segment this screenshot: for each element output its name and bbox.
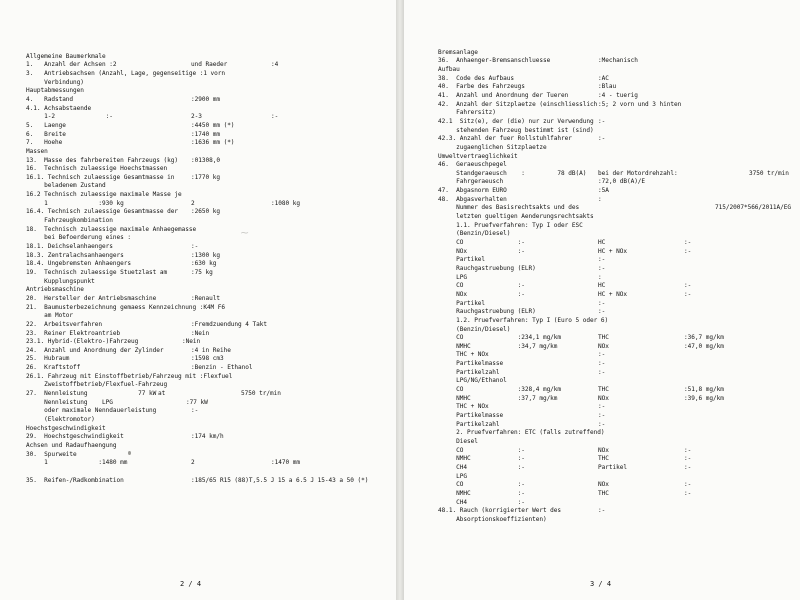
text-line: 4. Radstand — [26, 96, 74, 103]
text-line: :1636 mm (*) — [191, 139, 235, 147]
text-line: 42.1 Sitz(e), der (die) nur zur Verwendung — [438, 117, 594, 125]
text-line: CH4 :- — [438, 463, 525, 471]
text-line: : — [598, 195, 602, 203]
text-line: :51,8 mg/km — [684, 386, 724, 394]
text-line: Rauchgastruebung (ELR) — [438, 264, 536, 272]
text-line: :Nein — [182, 338, 201, 346]
text-line: CO :- — [438, 239, 525, 246]
text-line: Partikel — [438, 299, 486, 307]
text-line: NOx — [598, 481, 609, 489]
text-line: :36,7 mg/km — [684, 334, 724, 342]
text-line: :1470 mm — [271, 459, 300, 467]
text-line: :Benzin - Ethanol — [191, 364, 253, 372]
text-line: THC — [598, 334, 609, 342]
text-line: Standgeraeusch : 78 dB(A) — [438, 169, 587, 177]
text-line: Fahrgeraeusch — [438, 178, 504, 186]
text-line: THC — [598, 489, 609, 497]
text-line: 16.1. Technisch zulaessige Gesamtmasse in — [26, 173, 175, 181]
text-line: :- — [598, 420, 606, 428]
text-line: Partikelzahl — [438, 420, 500, 428]
text-line: 16.2 Technisch zulaessige maximale Masse je — [26, 191, 182, 199]
text-line: bei der Motordrehzahl — [598, 169, 674, 177]
text-line: Partikel — [598, 463, 627, 471]
text-line: :- — [598, 351, 606, 359]
text-line: HC — [598, 282, 606, 290]
text-line: :1300 kg — [191, 251, 220, 259]
text-line: :- — [598, 412, 606, 419]
text-line: :5A — [598, 187, 609, 195]
text-line: 24. Anzahl und Anordnung der Zylinder — [26, 346, 164, 354]
text-line: CO :328,4 mg/km — [438, 386, 562, 394]
text-line: :- — [684, 239, 692, 246]
text-line: 18. Technisch zulaessige maximale Anhaegemasse — [26, 225, 197, 233]
text-line: :1080 kg — [271, 199, 300, 207]
text-line: 46. Geraeuschpegel — [438, 161, 507, 169]
text-line: Fahrersitz) — [438, 109, 496, 117]
text-line: Umweltvertraeglichkeit — [438, 152, 518, 160]
text-line: Fahrzeugkombination — [26, 217, 113, 225]
text-line: 7. Hoehe — [26, 139, 63, 147]
text-line: LPG — [438, 472, 467, 480]
text-line: NMHC :34,7 mg/km — [438, 342, 558, 350]
text-line: :2900 mm — [191, 96, 220, 103]
page-left — [0, 0, 396, 600]
text-line: 3750 tr/min — [749, 169, 789, 177]
text-line: Absorptionskoeffizienten) — [438, 515, 547, 523]
text-line: 47. Abgasnorm EURO — [438, 187, 507, 195]
text-line: Nennleistung LPG — [26, 398, 113, 406]
text-line: :- — [598, 299, 606, 307]
text-line: 1 :1480 mm — [26, 459, 128, 467]
text-line: :- — [271, 113, 279, 121]
text-line: 23.1. Hybrid-(Elektro-)Fahrzeug — [26, 338, 139, 346]
text-line: :- — [684, 282, 692, 290]
text-line: LPG/NG/Ethanol — [438, 377, 507, 385]
text-line: :Blau — [598, 83, 617, 91]
text-line: THC — [598, 386, 609, 394]
text-line: :- — [684, 290, 692, 298]
text-line: 38. Code des Aufbaus — [438, 74, 514, 82]
text-line: Allgemeine Baumerkmale — [26, 52, 106, 60]
text-line: :01308,0 — [191, 156, 220, 164]
text-line: :- — [598, 264, 606, 272]
text-line: at — [158, 390, 166, 398]
text-line: CO :- — [438, 282, 525, 290]
text-line: :- — [598, 256, 606, 264]
text-line: :1770 kg — [191, 173, 220, 181]
text-line: Diesel — [438, 437, 478, 445]
text-line: :185/65 R15 (88)T,5.5 J 15 a 6.5 J 15-43 a 50 (*) — [191, 476, 369, 484]
text-line: 19. Technisch zulaessige Stuetzlast am — [26, 268, 168, 276]
text-line: :5; 2 vorn und 3 hinten — [598, 100, 682, 108]
text-line: 1.1. Pruefverfahren: Typ I oder ESC — [438, 221, 583, 229]
text-line: 13. Masse des fahrbereiten Fahrzeugs (kg) — [26, 156, 178, 164]
text-line: zugaenglichen Sitzplaetze — [438, 143, 547, 151]
text-line: :- — [684, 463, 692, 471]
text-line: und Raeder — [191, 61, 228, 69]
text-line: 5. Laenge — [26, 121, 66, 129]
text-line: :4 - tuerig — [598, 92, 638, 99]
text-line: THC — [598, 455, 609, 463]
text-line: :- — [598, 368, 606, 376]
text-line: (Benzin/Diesel) — [438, 325, 511, 333]
text-line: (Benzin/Diesel) — [438, 230, 511, 238]
text-line: NOx — [598, 342, 609, 350]
text-line: : — [674, 169, 678, 177]
text-line: :- — [684, 481, 692, 489]
text-line: :75 kg — [191, 268, 213, 276]
text-line: 23. Reiner Elektroantrieb — [26, 329, 121, 337]
text-line: NOx — [598, 394, 609, 402]
text-line: Nummer des Basisrechtsakts und des — [438, 204, 580, 212]
text-line: 22. Arbeitsverfahren — [26, 320, 102, 328]
text-line: HC + NOx — [598, 290, 627, 298]
page-number-right: 3 / 4 — [590, 580, 612, 588]
text-line: 26.1. Fahrzeug mit Einstoffbetrieb/Fahrzeug mit :Flexfuel — [26, 372, 233, 380]
text-line: Kupplungspunkt — [26, 277, 95, 285]
text-line: Rauchgastruebung (ELR) — [438, 308, 536, 316]
page-right — [404, 0, 800, 600]
text-line: 16. Technisch zulaessige Hoechstmassen — [26, 165, 168, 173]
text-line: Partikelmasse — [438, 360, 504, 368]
page-gutter — [396, 0, 404, 600]
text-line: 1-2 :- — [26, 113, 113, 121]
text-line: NOx :- — [438, 247, 525, 255]
text-line: CH4 :- — [438, 498, 525, 506]
text-line: CO :234,1 mg/km — [438, 334, 562, 342]
text-line: 40. Farbe des Fahrzeugs — [438, 83, 525, 91]
text-line: :- — [684, 247, 692, 255]
text-line: 41. Anzahl und Anordnung der Tueren — [438, 92, 569, 99]
text-line: 35. Reifen-/Radkombination — [26, 476, 124, 484]
text-line: am Motor — [26, 312, 74, 320]
text-line: Massen — [26, 147, 48, 155]
text-line: oder maximale Nenndauerleistung — [26, 407, 157, 415]
text-line: Partikelzahl — [438, 368, 500, 376]
text-line: Verbindung) — [26, 78, 84, 86]
text-line: :- — [598, 360, 606, 368]
text-line: 18.1. Deichselanhaengers — [26, 243, 113, 250]
text-line: 27. Nennleistung 77 kW — [26, 390, 157, 398]
text-line: 16.4. Technisch zulaessige Gesamtmasse der — [26, 208, 178, 216]
text-line: 36. Anhaenger-Bremsanschluesse — [438, 57, 551, 65]
text-line: 20. Hersteller der Antriebsmaschine — [26, 294, 157, 302]
text-line: :4 in Reihe — [191, 346, 231, 354]
text-line: 18.3. Zentralachsanhaengers — [26, 251, 124, 259]
text-line: 2. Pruefverfahren: ETC (falls zutreffend) — [438, 429, 605, 437]
text-line: 21. Baumusterbezeichnung gemaess Kennzeichnung :K4M F6 — [26, 303, 226, 311]
text-line: Bremsanlage — [438, 48, 478, 56]
text-line: HC — [598, 239, 606, 246]
text-line: NMHC :- — [438, 455, 525, 463]
text-line: 18.4. Ungebremsten Anhaengers — [26, 260, 131, 268]
text-line: 1 :930 kg — [26, 199, 124, 207]
text-line: 2 — [191, 199, 195, 207]
text-line: Antriebsmaschine — [26, 286, 84, 294]
text-line: :- — [598, 135, 606, 143]
text-line: :47,0 mg/km — [684, 342, 724, 350]
text-line: Zweistoffbetrieb/Flexfuel-Fahrzeug — [26, 381, 168, 389]
text-line: :Mechanisch — [598, 57, 638, 65]
text-line: 48. Abgasverhalten — [438, 195, 507, 203]
text-line: 5750 tr/min — [241, 390, 281, 398]
page-number-left: 2 / 4 — [180, 580, 202, 588]
text-line: :4 — [271, 61, 279, 69]
text-line: 26. Kraftstoff — [26, 364, 81, 372]
text-line: :AC — [598, 74, 609, 82]
text-line: 3. Antriebsachsen (Anzahl, Lage, gegenseitige :1 vorn — [26, 70, 226, 77]
text-line: 715/2007*566/2011A/EG — [715, 204, 791, 212]
text-line: :1598 cm3 — [191, 355, 224, 363]
text-line: :630 kg — [191, 260, 217, 268]
text-line: 29. Hoechstgeschwindigkeit — [26, 433, 124, 441]
text-line: :- — [598, 117, 606, 125]
text-line: :- — [598, 308, 606, 316]
text-line: : — [598, 273, 602, 281]
text-line: 1.2. Pruefverfahren: Typ I (Euro 5 oder 6) — [438, 316, 609, 324]
text-line: CO :- — [438, 481, 525, 489]
text-line: :4450 mm (*) — [191, 121, 235, 129]
text-line: :1740 mm — [191, 130, 220, 138]
text-line: :Fremdzuendung 4 Takt — [191, 320, 267, 328]
text-line: NMHC :37,7 mg/km — [438, 394, 558, 402]
text-line: Hoechstgeschwindigkeit — [26, 424, 106, 432]
text-line: THC + NOx — [438, 403, 489, 411]
text-line: 30. Spurweite — [26, 450, 77, 458]
text-line: NMHC :- — [438, 489, 525, 497]
text-line: Hauptabmessungen — [26, 87, 84, 95]
text-line: :- — [191, 243, 199, 250]
text-line: LPG — [438, 273, 467, 281]
text-line: Partikel — [438, 256, 486, 264]
text-line: Achsen und Radaufhaengung — [26, 441, 117, 449]
text-line: NOx :- — [438, 290, 525, 298]
text-line: THC + NOx — [438, 351, 489, 359]
text-line: :39,6 mg/km — [684, 394, 724, 402]
text-line: stehenden Fahrzeug bestimmt ist (sind) — [438, 126, 594, 134]
text-line: :- — [191, 407, 199, 415]
text-line: :- — [598, 403, 606, 411]
text-line: :- — [684, 455, 692, 463]
bleed-through-text: ~ — [240, 226, 250, 239]
text-line: 42. Anzahl der Sitzplaetze (einschliesslich — [438, 100, 598, 108]
text-line: 2-3 — [191, 113, 202, 121]
text-line: Aufbau — [438, 66, 460, 73]
text-line: 2 — [191, 459, 195, 467]
text-line: 25. Hubraum — [26, 355, 70, 363]
text-line: (Elektromotor) — [26, 416, 95, 423]
text-line: HC + NOx — [598, 247, 627, 255]
text-line: CO :- — [438, 446, 525, 454]
text-line: :- — [684, 446, 692, 454]
text-line: bei Befoerderung eines : — [26, 234, 131, 242]
text-line: 42.3. Anzahl der fuer Rollstuhlfahrer — [438, 135, 572, 143]
text-line: :- — [598, 507, 606, 515]
text-line: letzten gueltigen Aenderungsrechtsakts — [438, 213, 594, 221]
scan-speck — [128, 451, 131, 455]
text-line: :72,0 dB(A)/E — [598, 178, 646, 186]
text-line: 6. Breite — [26, 130, 66, 138]
text-line: :2650 kg — [191, 208, 220, 216]
text-line: :Nein — [191, 329, 210, 337]
text-line: NOx — [598, 446, 609, 454]
text-line: 48.1. Rauch (korrigierter Wert des — [438, 507, 562, 515]
text-line: 1. Anzahl der Achsen :2 — [26, 61, 117, 69]
text-line: :174 km/h — [191, 433, 224, 441]
text-line: :77 kW — [186, 398, 208, 406]
text-line: :Renault — [191, 294, 220, 302]
text-line: :- — [684, 489, 692, 497]
text-line: 4.1. Achsabstaende — [26, 104, 92, 112]
text-line: beladenem Zustand — [26, 182, 106, 190]
text-line: Partikelmasse — [438, 412, 504, 419]
